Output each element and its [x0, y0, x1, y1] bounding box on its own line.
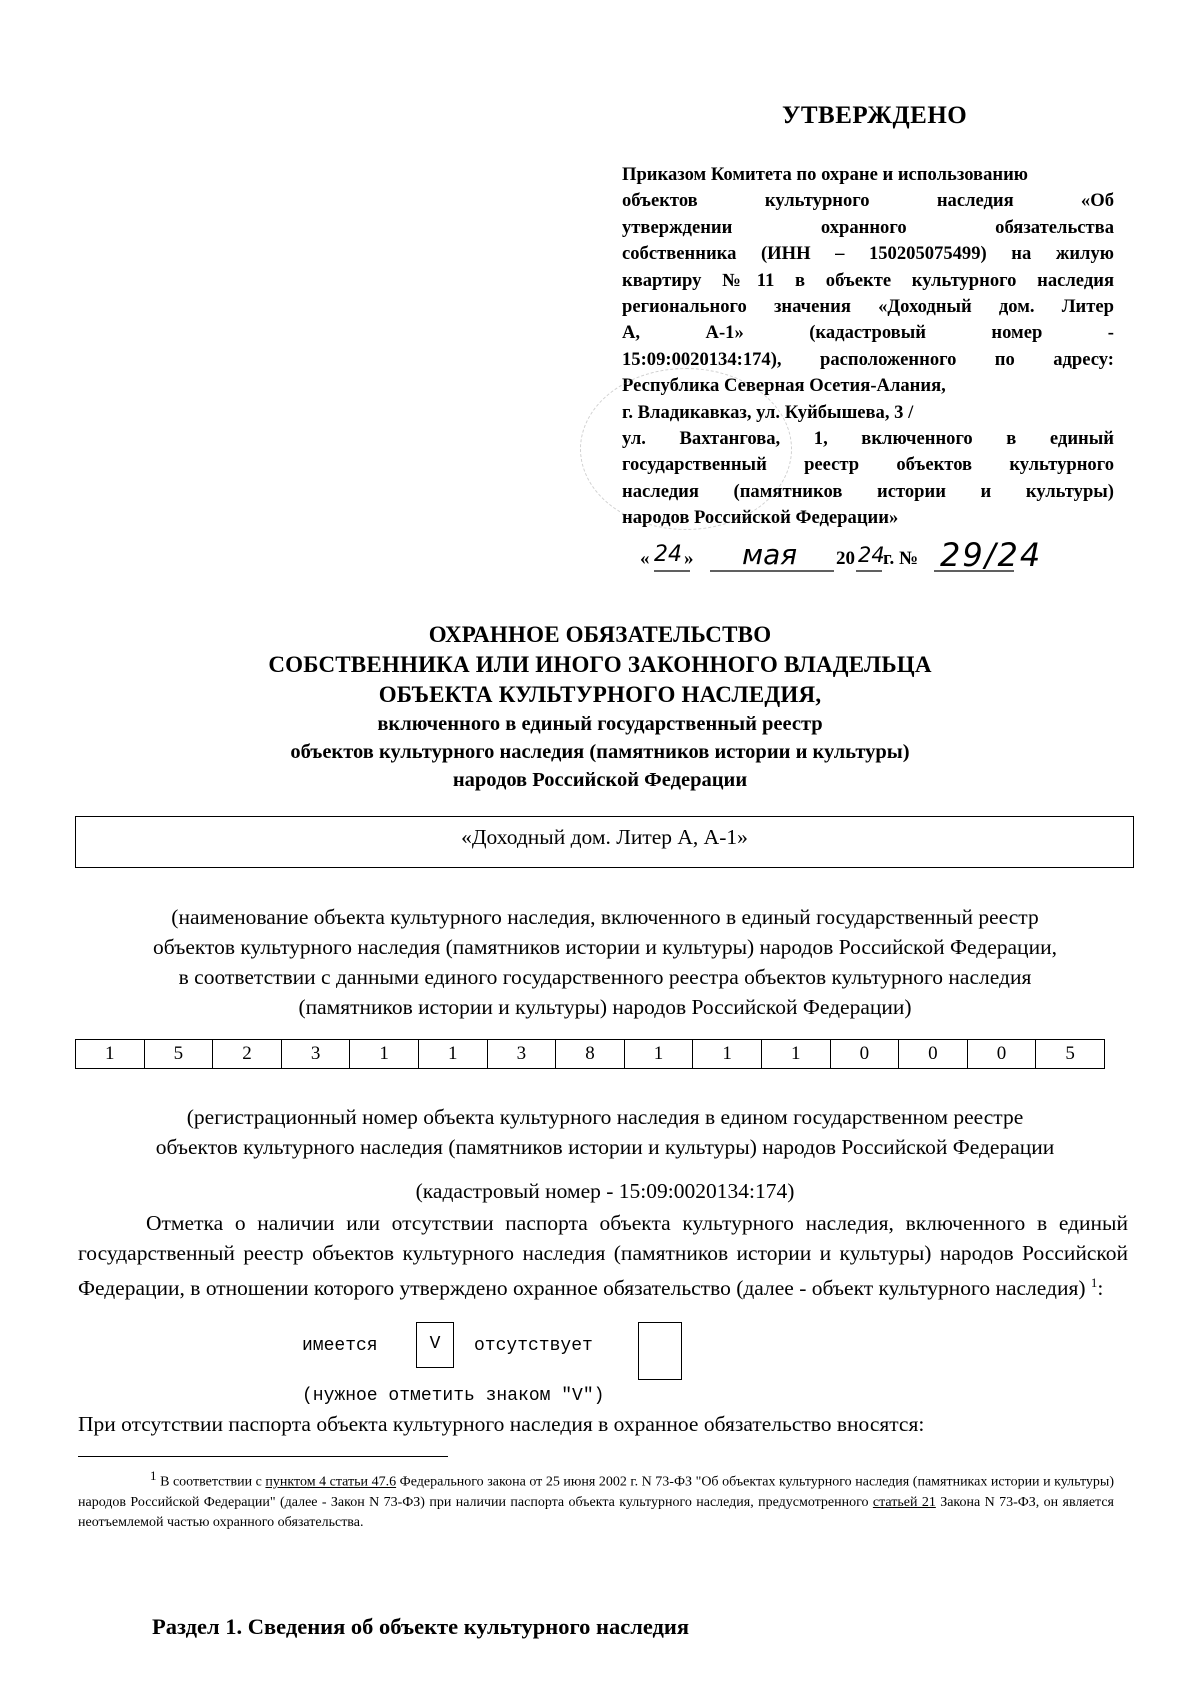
order-line: народов Российской Федерации» [622, 507, 899, 529]
date-year-prefix: 20 [836, 548, 855, 569]
footnote [78, 1466, 1114, 1533]
order-line: объектов культурного наследия «Об [622, 190, 1114, 212]
reg-digit: 1 [762, 1040, 831, 1068]
has-passport-checkbox[interactable]: V [416, 1322, 454, 1368]
order-line: квартиру №11 в объекте культурного наследия [622, 269, 1114, 291]
order-line: государственный реестр объектов культурного [622, 454, 1114, 476]
cadastral-number: (кадастровый номер - 15:09:0020134:174) [415, 1179, 795, 1203]
document-title [170, 620, 1030, 794]
object-name-caption [70, 902, 1140, 1022]
date-day: 24 [654, 542, 682, 567]
footnote-ref: 1 [1090, 1275, 1098, 1290]
footnote-text: Федерального закона от 25 июня 2002 г. N 73-ФЗ "Об объектах культурного наследия (памятниках истории и культуры) народов Российской Федерации" (далее - Закон N 73-ФЗ) при наличии паспорта объекта культурного наследия, предусмотренного [78, 1474, 1114, 1510]
checkbox-hint: (нужное отметить знаком "V") [302, 1386, 605, 1406]
order-number: 29/24 [940, 536, 1043, 574]
caption-line: объектов культурного наследия (памятников истории и культуры) народов Российской Федерации [155, 1135, 1055, 1159]
order-date-line [640, 538, 1120, 598]
footnote-link-article-47-6[interactable]: пунктом 4 статьи 47.6 [265, 1474, 397, 1490]
date-month: мая [742, 538, 798, 571]
passport-note [78, 1208, 1128, 1303]
reg-digit: 1 [76, 1040, 145, 1068]
date-year-suffix: 24 [858, 543, 885, 567]
footnote-text: Закона N 73-ФЗ, он является неотъемлемой частью охранного обязательства. [78, 1494, 1114, 1530]
passport-note-colon: : [1097, 1276, 1104, 1301]
title-line: ОБЪЕКТА КУЛЬТУРНОГО НАСЛЕДИЯ, [378, 682, 822, 707]
order-line: наследия (памятников истории и культуры) [622, 480, 1114, 502]
no-passport-label: отсутствует [474, 1336, 593, 1356]
caption-line: (регистрационный номер объекта культурного наследия в едином государственном реестре [186, 1105, 1024, 1129]
object-name: «Доходный дом. Литер А, А-1» [461, 825, 748, 849]
section-heading: Раздел 1. Сведения об объекте культурного наследия [152, 1614, 690, 1639]
caption-line: объектов культурного наследия (памятников истории и культуры) народов Российской Федерации, [153, 935, 1057, 959]
reg-digit: 0 [899, 1040, 968, 1068]
date-quote-open: « [640, 548, 650, 569]
order-line: утверждении охранного обязательства [622, 216, 1114, 238]
title-line: включенного в единый государственный реестр [377, 713, 823, 735]
reg-digit: 3 [488, 1040, 557, 1068]
passport-note-text: Отметка о наличии или отсутствии паспорта объекта культурного наследия, включенного в единый государственный реестр объектов культурного наследия (памятников истории и культуры) народов Российской Федерации, в отношении которого утверждено охранное обязательство (далее - объект культурного наследия) [78, 1211, 1128, 1301]
reg-digit: 8 [556, 1040, 625, 1068]
faded-stamp [580, 368, 792, 530]
object-name-box [75, 816, 1134, 868]
reg-digit: 1 [625, 1040, 694, 1068]
title-line: ОХРАННОЕ ОБЯЗАТЕЛЬСТВО [428, 622, 772, 647]
title-line: объектов культурного наследия (памятников истории и культуры) [290, 741, 910, 763]
date-underlines [684, 538, 1004, 588]
no-passport-checkbox[interactable] [638, 1322, 682, 1380]
order-line: собственника (ИНН – 150205075499) на жилую [622, 243, 1114, 265]
footnote-number: 1 [150, 1468, 157, 1483]
reg-digit: 5 [145, 1040, 214, 1068]
reg-digit: 1 [350, 1040, 419, 1068]
registration-number-grid [75, 1039, 1105, 1069]
footnote-link-article-21[interactable]: статьей 21 [872, 1494, 936, 1510]
registration-caption [70, 1102, 1140, 1162]
order-line: регионального значения «Доходный дом. Литер [622, 296, 1114, 318]
reg-digit: 0 [831, 1040, 900, 1068]
caption-line: (наименование объекта культурного наследия, включенного в единый государственный реестр [171, 905, 1039, 929]
reg-digit: 2 [213, 1040, 282, 1068]
order-number-label: г. № [883, 548, 919, 569]
has-passport-label: имеется [302, 1336, 378, 1356]
footnote-separator [78, 1456, 448, 1457]
reg-digit: 0 [968, 1040, 1037, 1068]
footnote-text: В соответствии с [156, 1474, 266, 1490]
caption-line: (памятников истории и культуры) народов Российской Федерации) [298, 995, 912, 1019]
date-quote-close: » [684, 548, 694, 569]
reg-digit: 5 [1065, 1043, 1075, 1064]
order-line: Республика Северная Осетия-Алания, [622, 375, 946, 397]
order-line: 15:09:0020134:174), расположенного по адресу: [622, 348, 1114, 370]
order-line: г. Владикавказ, ул. Куйбышева, 3 / [622, 401, 914, 423]
reg-digit: 3 [282, 1040, 351, 1068]
order-line: Приказом Комитета по охране и использованию [622, 164, 1029, 185]
title-line: народов Российской Федерации [452, 769, 748, 791]
approved-heading: УТВЕРЖДЕНО [782, 102, 968, 129]
order-line: А, А-1» (кадастровый номер - [622, 322, 1114, 344]
caption-line: в соответствии с данными единого государственного реестра объектов культурного наследия [178, 965, 1032, 989]
reg-digit: 1 [693, 1040, 762, 1068]
title-line: СОБСТВЕННИКА ИЛИ ИНОГО ЗАКОННОГО ВЛАДЕЛЬЦА [268, 652, 932, 677]
absence-line: При отсутствии паспорта объекта культурного наследия в охранное обязательство вносятся: [78, 1412, 925, 1436]
order-line: ул. Вахтангова, 1, включенного в единый [622, 428, 1114, 450]
reg-digit: 1 [419, 1040, 488, 1068]
